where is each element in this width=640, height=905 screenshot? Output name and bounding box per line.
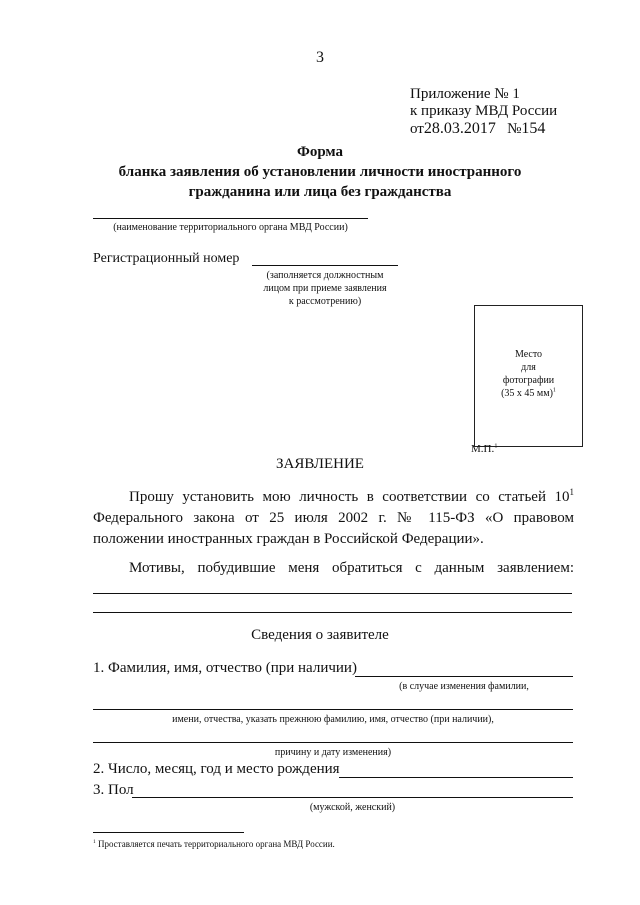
appendix-order-ref: к приказу МВД России	[410, 103, 558, 119]
motives-line-1[interactable]	[93, 593, 572, 594]
footnote-mark: 1	[93, 839, 96, 845]
footnote-text: Проставляется печать территориального органа МВД России.	[97, 839, 335, 849]
full-name-caption-3: причину и дату изменения)	[274, 747, 392, 758]
territorial-body-field[interactable]	[93, 218, 368, 219]
full-name-extra-line-2[interactable]	[93, 742, 573, 743]
full-name-caption-1: (в случае изменения фамилии,	[399, 681, 529, 692]
registration-caption-line1: (заполняется должностным	[266, 270, 384, 281]
full-name-field[interactable]	[355, 676, 573, 677]
page-number: 3	[316, 49, 324, 66]
statement-line1-text: Прошу установить мою личность в соответствии со статьей 10	[129, 489, 570, 505]
registration-number-caption	[252, 269, 398, 308]
registration-number-field[interactable]	[252, 265, 398, 266]
statement-paragraph	[93, 487, 574, 550]
footnote	[93, 839, 335, 849]
sex-label: 3. Пол	[93, 782, 134, 798]
full-name-extra-line-1[interactable]	[93, 709, 573, 710]
photo-caption-line1: Место	[514, 349, 543, 360]
motives-line-2[interactable]	[93, 612, 572, 613]
sex-caption: (мужской, женский)	[309, 802, 396, 813]
full-name-caption-2: имени, отчества, указать прежнюю фамилию, имя, отчество (при наличии),	[172, 714, 494, 725]
motives-label: Мотивы, побудившие меня обратиться с данным заявлением:	[129, 560, 574, 576]
statement-title: ЗАЯВЛЕНИЕ	[276, 456, 364, 472]
form-title-line3: гражданина или лица без гражданства	[188, 184, 452, 200]
statement-article-sup: 1	[569, 487, 574, 497]
statement-line1	[93, 487, 574, 508]
photo-caption-line2: для	[521, 362, 536, 373]
stamp-place-text: М.П.	[471, 443, 495, 455]
stamp-place-label	[471, 443, 498, 455]
full-name-label: 1. Фамилия, имя, отчество (при наличии)	[93, 660, 357, 676]
applicant-heading: Сведения о заявителе	[251, 627, 389, 643]
order-number: 154	[521, 120, 546, 137]
appendix-title: Приложение № 1	[410, 86, 520, 102]
registration-caption-line2: лицом при приеме заявления	[263, 283, 387, 294]
form-title	[0, 142, 640, 202]
stamp-footnote-mark: 1	[494, 442, 498, 450]
appendix-date-number	[410, 120, 557, 138]
photo-caption-line4	[475, 387, 582, 400]
statement-line3: положении иностранных граждан в Российской Федерации».	[93, 531, 484, 547]
form-title-line2: бланка заявления об установлении личности иностранного	[118, 164, 522, 180]
number-prefix: №	[507, 121, 522, 137]
sex-field[interactable]	[132, 797, 573, 798]
form-title-line1: Форма	[296, 144, 344, 160]
order-date: 28.03.2017	[423, 120, 496, 137]
photo-caption	[475, 348, 582, 400]
registration-caption-line3: к рассмотрению)	[288, 296, 362, 307]
date-prefix: от	[410, 121, 424, 137]
footnote-separator	[93, 832, 244, 833]
motives-block	[93, 558, 574, 579]
photo-footnote-mark: 1	[552, 387, 556, 394]
birth-label: 2. Число, месяц, год и место рождения	[93, 761, 340, 777]
birth-field[interactable]	[339, 777, 573, 778]
statement-line2: Федерального закона от 25 июля 2002 г. № 115-ФЗ «О правовом	[93, 510, 574, 526]
appendix-block	[410, 86, 557, 138]
territorial-body-caption: (наименование территориального органа МВД России)	[113, 222, 348, 233]
photo-size: (35 x 45 мм)	[501, 388, 553, 399]
photo-caption-line3: фотографии	[502, 375, 555, 386]
registration-number-label: Регистрационный номер	[93, 251, 240, 266]
